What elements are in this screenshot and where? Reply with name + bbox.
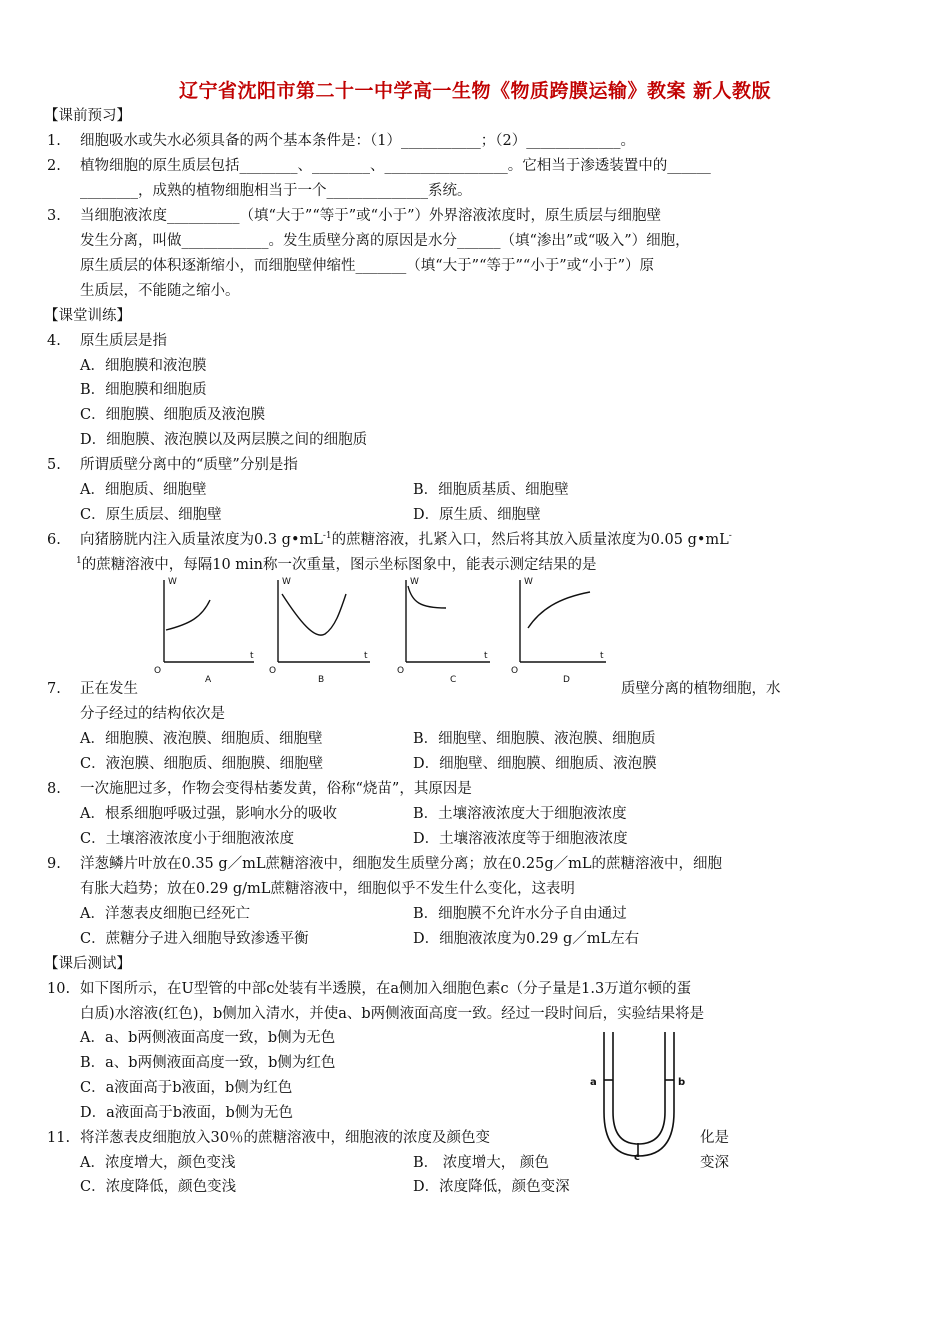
section-after-heading: 【课后测试】 — [44, 956, 131, 972]
q11-option-d: D．浓度降低，颜色变深 — [413, 1179, 570, 1195]
graph-d-origin: O — [511, 666, 519, 676]
graph-d-xlabel: t — [600, 651, 604, 661]
q5-stem: 所谓质壁分离中的“质壁”分别是指 — [80, 457, 298, 473]
graph-d-label: D — [563, 675, 570, 684]
q10-line-2: 白质)水溶液(红色)，b侧加入清水，并使a、b两侧液面高度一致。经过一段时间后，实验结果将是 — [80, 1006, 705, 1022]
q7-option-c: C．液泡膜、细胞质、细胞膜、细胞壁 — [80, 756, 324, 772]
q5-option-a: A．细胞质、细胞壁 — [80, 482, 207, 498]
q2-line-1: 植物细胞的原生质层包括________、________、_________________。它相当于渗透装置中的______ — [80, 158, 711, 174]
q9-option-c: C．蔗糖分子进入细胞导致渗透平衡 — [80, 931, 309, 947]
tube-label-a: a — [590, 1077, 597, 1088]
graph-a-origin: O — [154, 666, 162, 676]
q9-option-a: A．洋葱表皮细胞已经死亡 — [80, 906, 250, 922]
q9-line-1: 洋葱鳞片叶放在0.35 g／mL蔗糖溶液中，细胞发生质壁分离；放在0.25g／mL的蔗糖溶液中，细胞 — [80, 856, 722, 872]
q8-number: 8. — [47, 781, 61, 797]
tube-label-c: c — [634, 1152, 640, 1162]
q9-option-b: B．细胞膜不允许水分子自由通过 — [413, 906, 627, 922]
graph-c — [406, 580, 490, 662]
graph-a-ylabel: W — [168, 577, 177, 587]
graph-b — [278, 580, 370, 662]
q5-number: 5. — [47, 457, 61, 473]
q10-option-a: A．a、b两侧液面高度一致，b侧为无色 — [80, 1030, 336, 1046]
q11-option-b: B． 浓度增大， 颜色 — [413, 1155, 549, 1171]
q4-stem: 原生质层是指 — [80, 333, 167, 349]
graph-d — [520, 580, 606, 662]
q7-line-1b: 质壁分离的植物细胞，水 — [621, 681, 781, 697]
q11-number: 11. — [47, 1130, 71, 1146]
q11-option-a: A．浓度增大，颜色变浅 — [80, 1155, 236, 1171]
q8-stem: 一次施肥过多，作物会变得枯萎发黄，俗称“烧苗”，其原因是 — [80, 781, 472, 797]
u-tube-diagram — [586, 1030, 696, 1162]
graph-b-ylabel: W — [282, 577, 291, 587]
q3-line-2: 发生分离，叫做____________。发生质壁分离的原因是水分______（填“渗出”或“吸入”）细胞， — [80, 233, 690, 249]
q10-line-1: 如下图所示，在U型管的中部c处装有半透膜，在a侧加入细胞色素c（分子量是1.3万道尔顿的蛋 — [80, 981, 692, 997]
q8-option-c: C．土壤溶液浓度小于细胞液浓度 — [80, 831, 295, 847]
graph-d-ylabel: W — [524, 577, 533, 587]
q2-line-2: ________，成熟的植物细胞相当于一个______________系统。 — [80, 183, 472, 199]
q1-text: 细胞吸水或失水必须具备的两个基本条件是：（1）___________；（2）_____________。 — [80, 133, 635, 149]
q9-number: 9. — [47, 856, 61, 872]
q10-option-c: C．a液面高于b液面，b侧为红色 — [80, 1080, 293, 1096]
graph-b-origin: O — [269, 666, 277, 676]
tube-label-b: b — [678, 1077, 686, 1088]
q11-option-c: C．浓度降低，颜色变浅 — [80, 1179, 237, 1195]
q6-line-1: 向猪膀胱内注入质量浓度为0.3 $g•mL^{-1}$的蔗糖溶液，扎紧入口，然后将其放入质量浓度为0.05 g•mL- — [80, 531, 732, 548]
q7-line-1a: 正在发生 — [80, 681, 138, 697]
q4-option-a: A．细胞膜和液泡膜 — [80, 358, 207, 374]
q10-option-b: B．a、b两侧液面高度一致，b侧为红色 — [80, 1055, 336, 1071]
section-classroom-heading: 【课堂训练】 — [44, 308, 131, 324]
q10-number: 10. — [47, 981, 71, 997]
q5-option-c: C．原生质层、细胞壁 — [80, 507, 222, 523]
q4-number: 4. — [47, 333, 61, 349]
q6-number: 6. — [47, 532, 61, 548]
q4-option-b: B．细胞膜和细胞质 — [80, 382, 207, 398]
q7-option-a: A．细胞膜、液泡膜、细胞质、细胞壁 — [80, 731, 323, 747]
q8-option-b: B．土壤溶液浓度大于细胞液浓度 — [413, 806, 627, 822]
q3-line-4: 生质层，不能随之缩小。 — [80, 283, 240, 299]
q4-option-d: D．细胞膜、液泡膜以及两层膜之间的细胞质 — [80, 432, 368, 448]
graph-b-label: B — [318, 675, 325, 684]
q7-option-b: B．细胞壁、细胞膜、液泡膜、细胞质 — [413, 731, 656, 747]
graph-c-origin: O — [397, 666, 405, 676]
section-preview-heading: 【课前预习】 — [44, 108, 131, 124]
q8-option-d: D．土壤溶液浓度等于细胞液浓度 — [413, 831, 628, 847]
q11-line-1b: 化是 — [700, 1130, 729, 1146]
graph-a-xlabel: t — [250, 651, 254, 661]
q9-line-2: 有胀大趋势；放在0.29 g/mL蔗糖溶液中，细胞似乎不发生什么变化，这表明 — [80, 881, 575, 897]
graph-c-xlabel: t — [484, 651, 488, 661]
q7-number: 7. — [47, 681, 61, 697]
q7-line-2: 分子经过的结构依次是 — [80, 706, 225, 722]
q11-line-1a: 将洋葱表皮细胞放入30％的蔗糖溶液中，细胞液的浓度及颜色变 — [80, 1130, 490, 1146]
q6-graphs — [150, 572, 620, 684]
q2-number: 2. — [47, 158, 61, 174]
q1-number: 1. — [47, 133, 61, 149]
q8-option-a: A．根系细胞呼吸过强，影响水分的吸收 — [80, 806, 337, 822]
graph-a-label: A — [205, 675, 212, 684]
document-title: 辽宁省沈阳市第二十一中学高一生物《物质跨膜运输》教案 新人教版 — [178, 80, 772, 102]
q6-line-2: $^1$的蔗糖溶液中，每隔10 min称一次重量，图示坐标图象中，能表示测定结果的是 — [76, 556, 597, 573]
q5-option-b: B．细胞质基质、细胞壁 — [413, 482, 569, 498]
q7-option-d: D．细胞壁、细胞膜、细胞质、液泡膜 — [413, 756, 657, 772]
q3-line-3: 原生质层的体积逐渐缩小，而细胞壁伸缩性_______（填“大于”“等于”“小于”或“小于”）原 — [80, 258, 655, 274]
graph-a — [164, 580, 254, 662]
graph-c-ylabel: W — [410, 577, 419, 587]
q4-option-c: C．细胞膜、细胞质及液泡膜 — [80, 407, 266, 423]
graph-c-label: C — [450, 675, 457, 684]
q10-option-d: D．a液面高于b液面，b侧为无色 — [80, 1105, 293, 1121]
q11-option-b-end: 变深 — [700, 1155, 729, 1171]
q3-number: 3. — [47, 208, 61, 224]
q3-line-1: 当细胞液浓度__________（填“大于”“等于”或“小于”）外界溶液浓度时，原生质层与细胞壁 — [80, 208, 661, 224]
graph-b-xlabel: t — [364, 651, 368, 661]
q5-option-d: D．原生质、细胞壁 — [413, 507, 541, 523]
q9-option-d: D．细胞液浓度为0.29 g／mL左右 — [413, 931, 640, 947]
